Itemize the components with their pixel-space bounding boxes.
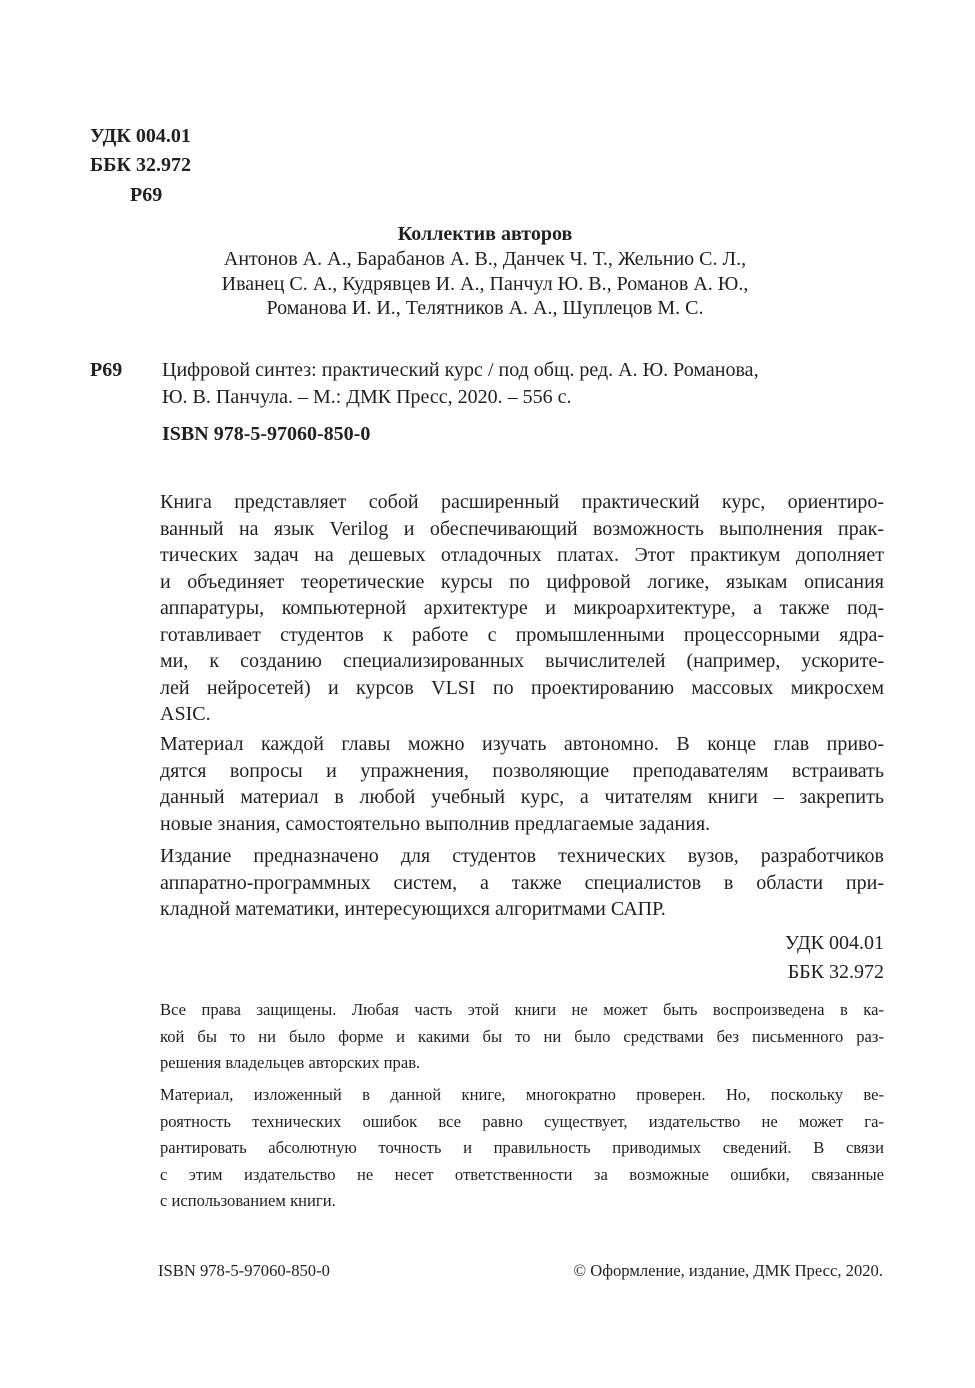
text-line: ASIC. [160, 703, 211, 725]
text-line: кой бы то ни было форме и какими бы то ни было средствами без письменного раз- [160, 1026, 884, 1046]
text-line: ми, к созданию специализированных вычислителей (например, ускорите- [160, 650, 884, 672]
rights-paragraph-1 [160, 997, 884, 1077]
abstract-paragraph-3 [160, 843, 884, 923]
text-line: роятность технических ошибок все равно существует, издательство не может га- [160, 1111, 884, 1131]
bibliography-line: Ю. В. Панчула. – М.: ДМК Пресс, 2020. – 556 с. [162, 385, 572, 408]
text-line: новые знания, самостоятельно выполнив предлагаемые задания. [160, 812, 711, 835]
rights-paragraph-2 [160, 1082, 884, 1215]
author-mark: Р69 [130, 184, 163, 206]
abstract-paragraph-2 [160, 731, 884, 837]
text-line: лей нейросетей) и курсов VLSI по проектированию массовых микросхем [160, 676, 884, 699]
text-line: Книга представляет собой расширенный практический курс, ориентиро- [160, 491, 884, 513]
authors-line: Антонов А. А., Барабанов А. В., Данчек Ч. Т., Жельнио С. Л., [223, 248, 747, 270]
text-line: Издание предназначено для студентов технических вузов, разработчиков [160, 845, 884, 867]
text-line: рантировать абсолютную точность и правильность приводимых сведений. В связи [160, 1138, 884, 1158]
udk-code: УДК 004.01 [90, 125, 191, 147]
footer-copyright: © Оформление, издание, ДМК Пресс, 2020. [573, 1261, 883, 1280]
text-line: ванный на язык Verilog и обеспечивающий возможность выполнения прак- [160, 517, 884, 540]
bibliography-entry [162, 357, 862, 410]
bbk-code-right: ББК 32.972 [787, 961, 884, 983]
text-line: кладной математики, интересующихся алгоритмами САПР. [160, 898, 666, 920]
bibliography-line: Цифровой синтез: практический курс / под общ. ред. А. Ю. Романова, [162, 359, 759, 381]
text-line: дятся вопросы и упражнения, позволяющие преподавателям встраивать [160, 759, 884, 782]
text-line: тических задач на дешевых отладочных платах. Этот практикум дополняет [160, 544, 884, 566]
text-line: и объединяет теоретические курсы по цифровой логике, языкам описания [160, 570, 884, 593]
udk-code-right: УДК 004.01 [784, 932, 884, 954]
text-line: аппаратуры, компьютерной архитектуре и микроархитектуре, а также под- [160, 597, 884, 619]
text-line: Материал каждой главы можно изучать автономно. В конце глав приво- [160, 733, 884, 755]
bibliography-mark: Р69 [90, 359, 123, 381]
authors-block [90, 222, 880, 321]
footer-isbn: ISBN 978-5-97060-850-0 [158, 1261, 330, 1280]
bbk-code: ББК 32.972 [90, 154, 191, 176]
text-line: аппаратно-программных систем, а также специалистов в области при- [160, 871, 884, 894]
authors-line: Романова И. И., Телятников А. А., Шуплецов М. С. [266, 297, 704, 319]
text-line: данный материал в любой учебный курс, а читателям книги – закрепить [160, 786, 884, 808]
isbn-bold: ISBN 978-5-97060-850-0 [162, 423, 371, 445]
text-line: Все права защищены. Любая часть этой книги не может быть воспроизведена в ка- [160, 1000, 884, 1019]
classification-codes [600, 929, 884, 987]
text-line: с использованием книги. [160, 1191, 336, 1211]
text-line: готавливает студентов к работе с промышленными процессорными ядра- [160, 623, 884, 646]
text-line: с этим издательство не несет ответственности за возможные ошибки, связанные [160, 1164, 884, 1184]
authors-line: Иванец С. А., Кудрявцев И. А., Панчул Ю. В., Романов А. Ю., [221, 272, 749, 295]
abstract-paragraph-1 [160, 489, 884, 728]
authors-title: Коллектив авторов [397, 223, 573, 245]
text-line: Материал, изложенный в данной книге, многократно проверен. Но, поскольку ве- [160, 1085, 884, 1104]
text-line: решения владельцев авторских прав. [160, 1053, 421, 1073]
